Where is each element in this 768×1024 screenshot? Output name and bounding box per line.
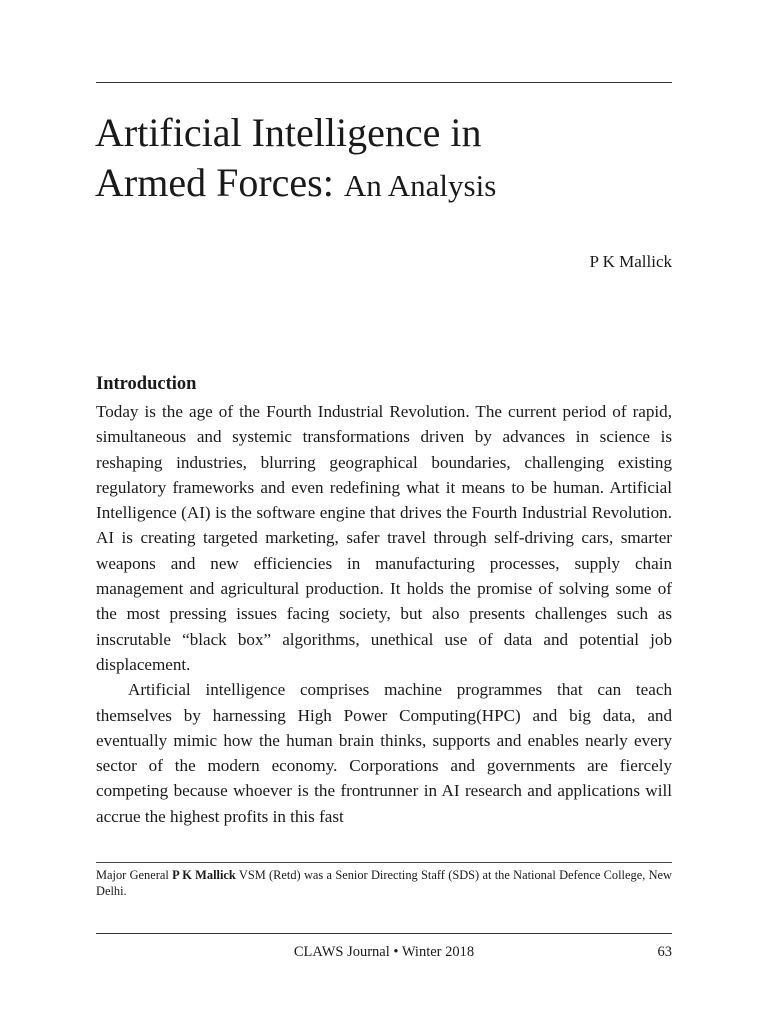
journal-name: CLAWS Journal • Winter 2018 [293,944,475,960]
author-footnote [96,867,672,899]
footer-rule [96,933,672,934]
paragraph-1: Today is the age of the Fourth Industrial Revolution. The current period of rapid, simultaneous and systemic transformations driven by advances in science is reshaping industries, blurring geographical boundaries, challenging existing regulatory frameworks and even redefining what it means to be human. Artificial Intelligence (AI) is the software engine that drives the Fourth Industrial Revolution. AI is creating targeted marketing, safer travel through self-driving cars, smarter weapons and new efficiencies in manufacturing processes, supply chain management and agricultural production. It holds the promise of solving some of the most pressing issues facing society, but also presents challenges such as inscrutable “black box” algorithms, unethical use of data and potential job displacement. [96,402,672,674]
title-main-part: Armed Forces: [95,160,344,205]
author-name: P K Mallick [589,252,672,271]
title-line-2 [95,158,675,211]
footnote-rule [96,862,672,863]
section-heading: Introduction [96,374,197,394]
page-number: 63 [657,944,672,960]
footnote-prefix: Major General [96,868,173,882]
top-rule [96,82,672,83]
article-title [95,108,675,211]
title-line-1: Artificial Intelligence in [95,110,482,155]
body-text [96,399,672,829]
footnote-author-name: P K Mallick [172,868,236,882]
title-subtitle: An Analysis [343,168,497,203]
paragraph-2: Artificial intelligence comprises machine programmes that can teach themselves by harnessing High Power Computing(HPC) and big data, and eventually mimic how the human brain thinks, supports and enables nearly every sector of the modern economy. Corporations and governments are fiercely competing because whoever is the frontrunner in AI research and applications will accrue the highest profits in this fast [96,680,672,826]
footnote-suffix: VSM (Retd) was a Senior Directing Staff (SDS) at the National Defence College, New Delhi. [96,868,672,898]
